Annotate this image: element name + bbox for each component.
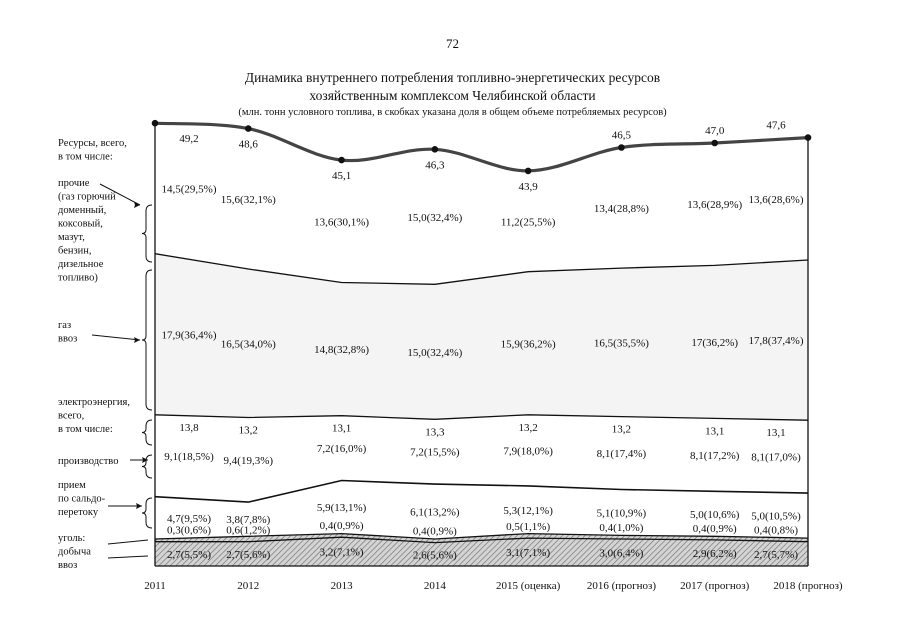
label-газ-ввоз-0: 17,9(36,4%): [161, 329, 217, 342]
label-resources-total-0: 49,2: [179, 133, 199, 146]
legend-arrowhead-gas: [134, 337, 140, 343]
label-уголь--ввоз-5: 3,0(6,4%): [599, 547, 644, 560]
legend-label-total-0: Ресурсы, всего,: [58, 138, 127, 149]
label-уголь--ввоз-3: 2,6(5,6%): [412, 549, 457, 562]
label-уголь--добыча-1: 0,6(1,2%): [226, 524, 271, 537]
label-газ-ввоз-2: 14,8(32,8%): [314, 344, 370, 357]
label-производство-0: 9,1(18,5%): [164, 450, 214, 463]
label-газ-ввоз-3: 15,0(32,4%): [407, 346, 463, 359]
label-уголь--ввоз-0: 2,7(5,5%): [167, 548, 211, 561]
label-производство-3: 7,2(15,5%): [410, 446, 460, 459]
label-уголь--добыча-5: 0,4(1,0%): [599, 522, 644, 534]
label-resources-total-2: 45,1: [331, 170, 352, 183]
x-tick-label-2: 2013: [330, 580, 353, 592]
label-resources-total-4: 43,9: [518, 180, 538, 193]
legend-brace-gas: [142, 270, 152, 410]
label-resources-total-6: 47,0: [705, 125, 725, 137]
label-electricity-total-1: 13,2: [238, 424, 258, 437]
label-производство-5: 8,1(17,4%): [596, 448, 647, 461]
chart-title-line-2: хозяйственным комплексом Челябинской области: [309, 88, 596, 103]
label-уголь--добыча-3: 0,4(0,9%): [412, 525, 457, 538]
label-прочие-5: 13,4(28,8%): [593, 202, 649, 215]
label-уголь--добыча-6: 0,4(0,9%): [692, 522, 737, 535]
total-point-2015: [525, 168, 532, 175]
label-прочие-2: 13,6(30,1%): [314, 216, 370, 229]
label-electricity-total-0: 13,8: [179, 421, 199, 434]
label-газ-ввоз-1: 16,5(34,0%): [220, 338, 276, 351]
legend-label-other-3: коксовый,: [58, 218, 103, 230]
label-производство-1: 9,4(19,3%): [223, 454, 274, 467]
label-уголь--ввоз-2: 3,2(7,1%): [319, 546, 364, 559]
x-tick-label-5: 2016 (прогноз): [586, 580, 657, 592]
label-electricity-total-5: 13,2: [611, 423, 632, 436]
label-resources-total-5: 46,5: [611, 129, 632, 142]
label-прочие-4: 11,2(25,5%): [500, 216, 556, 229]
legend-label-gas-0: газ: [58, 320, 72, 331]
label-прочие-3: 15,0(32,4%): [407, 211, 463, 224]
total-point-2014: [432, 146, 439, 153]
label-electricity-total-6: 13,1: [705, 425, 725, 438]
total-point-2017: [711, 140, 718, 147]
legend-label-coal-0: уголь:: [58, 533, 86, 544]
chart-subtitle: (млн. тонн условного топлива, в скобках указана доля в общем объеме потребляемых ресурсов): [238, 107, 667, 118]
label-прием-по-сальдо-перетоку-2: 5,9(13,1%): [316, 502, 367, 515]
legend-label-el-production-0: производство: [58, 456, 119, 467]
label-производство-7: 8,1(17,0%): [751, 451, 801, 464]
label-прием-по-сальдо-перетоку-3: 6,1(13,2%): [410, 506, 460, 519]
x-tick-label-6: 2017 (прогноз): [680, 580, 750, 592]
label-уголь--добыча-4: 0,5(1,1%): [506, 521, 551, 534]
label-прочие-0: 14,5(29,5%): [161, 183, 217, 196]
label-газ-ввоз-6: 17(36,2%): [691, 336, 739, 349]
legend-label-el-import-2: перетоку: [58, 507, 99, 518]
label-прием-по-сальдо-перетоку-0: 4,7(9,5%): [167, 512, 211, 525]
legend-label-other-6: дизельное: [58, 259, 104, 270]
legend-brace-electricity: [142, 420, 152, 445]
legend-arrow-coal-1: [108, 556, 148, 558]
label-газ-ввоз-7: 17,8(37,4%): [748, 335, 804, 348]
label-прочие-1: 15,6(32,1%): [220, 193, 276, 206]
legend-label-gas-1: ввоз: [58, 333, 78, 345]
label-прочие-6: 13,6(28,9%): [687, 199, 743, 212]
x-tick-label-0: 2011: [144, 580, 166, 592]
label-electricity-total-2: 13,1: [331, 422, 352, 435]
label-прием-по-сальдо-перетоку-1: 3,8(7,8%): [226, 514, 271, 527]
legend-label-other-5: бензин,: [58, 245, 92, 257]
label-прием-по-сальдо-перетоку-4: 5,3(12,1%): [503, 504, 553, 517]
el-import-top-line: [155, 481, 808, 503]
x-tick-label-7: 2018 (прогноз): [773, 580, 843, 592]
legend-arrow-coal-0: [108, 540, 148, 544]
label-уголь--добыча-7: 0,4(0,8%): [754, 524, 798, 537]
label-производство-4: 7,9(18,0%): [503, 445, 553, 458]
label-уголь--добыча-0: 0,3(0,6%): [167, 524, 211, 537]
label-resources-total-3: 46,3: [425, 159, 445, 172]
label-resources-total-7: 47,6: [766, 119, 786, 132]
legend-label-other-4: мазут,: [58, 232, 85, 243]
total-point-2012: [245, 125, 252, 132]
label-производство-6: 8,1(17,2%): [689, 449, 740, 462]
label-resources-total-1: 48,6: [238, 138, 258, 151]
legend-label-other-7: топливо): [58, 272, 98, 284]
x-tick-label-3: 2014: [423, 580, 446, 592]
label-уголь--ввоз-7: 2,7(5,7%): [754, 548, 798, 561]
chart-title-line-1: Динамика внутреннего потребления топливно-энергетических ресурсов: [244, 70, 661, 85]
label-газ-ввоз-4: 15,9(36,2%): [500, 338, 556, 351]
legend-label-el-import-1: по сальдо-: [58, 493, 106, 505]
label-производство-2: 7,2(16,0%): [316, 443, 367, 456]
legend-label-electricity-1: всего,: [58, 410, 85, 422]
label-electricity-total-7: 13,1: [766, 427, 786, 440]
legend-label-total-1: в том числе:: [58, 151, 113, 163]
label-уголь--ввоз-1: 2,7(5,6%): [226, 548, 271, 561]
legend-label-electricity-2: в том числе:: [58, 424, 113, 435]
legend-label-el-import-0: прием: [58, 480, 86, 491]
legend-brace-other: [142, 205, 152, 262]
label-electricity-total-4: 13,2: [518, 421, 538, 434]
total-point-2013: [338, 157, 345, 164]
label-прием-по-сальдо-перетоку-7: 5,0(10,5%): [751, 510, 801, 523]
legend-label-other-0: прочие: [58, 178, 90, 189]
label-газ-ввоз-5: 16,5(35,5%): [593, 337, 649, 350]
label-прием-по-сальдо-перетоку-5: 5,1(10,9%): [596, 507, 647, 520]
page-number: 72: [446, 36, 459, 51]
x-tick-label-1: 2012: [237, 580, 260, 592]
legend-brace-el-import: [142, 498, 152, 528]
label-уголь--ввоз-4: 3,1(7,1%): [506, 547, 551, 560]
legend-label-electricity-0: электроэнергия,: [58, 397, 130, 408]
legend-label-other-2: доменный,: [58, 205, 107, 216]
label-прием-по-сальдо-перетоку-6: 5,0(10,6%): [689, 508, 740, 521]
label-уголь--ввоз-6: 2,9(6,2%): [692, 547, 737, 560]
legend-label-other-1: (газ горючий: [58, 191, 116, 203]
legend-label-coal-1: добыча: [58, 546, 91, 558]
legend-label-coal-2: ввоз: [58, 560, 78, 571]
label-уголь--добыча-2: 0,4(0,9%): [319, 520, 364, 533]
x-tick-label-4: 2015 (оценка): [495, 580, 561, 592]
label-electricity-total-3: 13,3: [425, 426, 445, 439]
legend-arrow-gas: [92, 335, 140, 340]
label-прочие-7: 13,6(28,6%): [748, 193, 804, 206]
total-point-2016: [618, 144, 625, 151]
